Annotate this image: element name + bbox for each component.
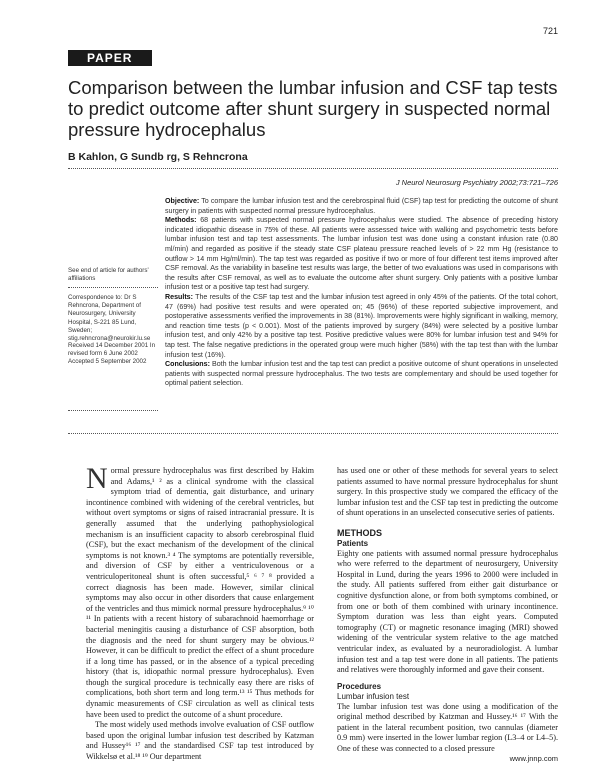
received-dates: Received 14 December 2001 In revised form 6 June 2002 Accepted 5 September 2002 (68, 342, 156, 366)
objective-label: Objective: (165, 197, 200, 205)
methods-heading: METHODS (337, 527, 382, 538)
results-label: Results: (165, 292, 193, 301)
authors: B Kahlon, G Sundb rg, S Rehncrona (68, 151, 248, 163)
page-number: 721 (542, 26, 558, 36)
conclusions-label: Conclusions: (165, 360, 210, 369)
correspondence-note: Correspondence to: Dr S Rehncrona, Department of Neurosurgery, University Hospital, S-221 85 Lund, Sweden; stig.rehncrona@neurokir.lu.se (68, 294, 151, 343)
objective-text: To compare the lumbar infusion test and the cerebrospinal fluid (CSF) tap test for predicting the outcome of shunt surgery in patients with suspected normal pressure hydrocephalus. (165, 197, 558, 215)
abstract-objective (165, 197, 558, 216)
article-title: Comparison between the lumbar infusion and CSF tap tests to predict outcome after shunt surgery in suspected normal pressure hydrocephalus (68, 77, 558, 140)
aims-paragraph: has used one or other of these methods for several years to select patients assumed to have normal pressure hydrocephalus for shunt surgery. In this prospective study we compared the efficacy of the lumbar infusion test and the CSF tap test in predicting the outcome of shunt operations in an unselected consecutive series of patients. (337, 466, 558, 518)
body-column-right (337, 466, 558, 755)
lumbar-infusion-paragraph: The lumbar infusion test was done using a modification of the original method described by Katzman and Hussey.¹⁶ ¹⁷ With the patient in the lateral recumbent position, two cannulas (diameter 0.9 mm) were inserted in the lower lumbar region (L3–4 or L4–5). One of these was connected to a closed pressure (337, 701, 558, 754)
affiliations-note: See end of article for authors' affiliations (68, 267, 149, 283)
patients-heading: Patients (337, 538, 369, 548)
abstract-conclusions (165, 360, 558, 389)
abstract (165, 197, 558, 389)
results-text: The results of the CSF tap test and the lumbar infusion test agreed in only 45% of the patients. Of the total cohort, 47 (69%) had positive test results and were operated on; 45 (96%) of these reported subjective improvement, and postoperative assessments verified the improvements in 38 (81%). Improvements were highly significant in walking, memory, and reaction time tests (p < 0.001). Most of the patients improved by surgery (84%) were selected by a positive lumbar infusion test, and only 42% by a positive tap test. Positive predictive values were 80% for lumbar infusion test and 94% for tap test. The false negative predictions in the operated group were much higher (58%) with the tap test than with the lumbar infusion test (16%). (165, 292, 558, 359)
journal-url[interactable]: www.jnnp.com (509, 754, 558, 763)
intro-paragraph (86, 462, 314, 720)
methods-intro-paragraph: The most widely used methods involve evaluation of CSF outflow based upon the original lumbar infusion test described by Katzman and Hussey¹⁶ ¹⁷ and the standardised CSF tap test introduced by Wikkelsø et al.¹⁸ ¹⁹ Our department (86, 720, 314, 762)
methods-text: 68 patients with suspected normal pressure hydrocephalus were studied. The absence of preceding history indicated idiopathic disease in 75% of these. All patients were assessed twice with walking and psychometric tests before lumbar infusion test and tap test assessments. The lumbar infusion test was done using a constant infusion rate (0.80 ml/min) and regarded as positive if the steady state CSF plateau pressure reached levels of > 22 mm Hg (resistance to outflow > 14 mm Hg/ml/min). The tap test was regarded as positive if two or more of four different test items improved after CSF removal. As the variability in baseline test results was large, the better of two evaluations was used in comparisons with the results after CSF removal, as well as to evaluate the outcome after shunt surgery. Only patients with a positive lumbar infusion test or a positive tap test had surgery. (165, 216, 558, 292)
sidebar-divider (68, 410, 158, 411)
patients-paragraph: Eighty one patients with assumed normal pressure hydrocephalus who were referred to the department of neurosurgery, University Hospital in Lund, during the years 1996 to 2000 were included in the study. All patients suffered from either gait disturbance or cognitive dysfunction alone, or from both symptoms combined, or from one or both of them combined with urinary incontinence. Symptom duration was less than eight years. Computed tomography (CT) or magnetic resonance imaging (MRI) showed widening of the ventricular system relative to the age matched ventricular index, as evaluated by a neuroradiologist. A lumbar infusion test and a tap test were done in all patients. The patients and relatives were thoroughly informed and gave their consent. (337, 548, 558, 675)
lumbar-infusion-heading: Lumbar infusion test (337, 691, 410, 701)
procedures-heading: Procedures (337, 681, 382, 691)
title-divider (68, 168, 558, 169)
citation: J Neurol Neurosurg Psychiatry 2002;73:721–726 (395, 178, 558, 187)
section-label: PAPER (68, 50, 152, 66)
drop-cap: N (86, 462, 108, 495)
intro-text: ormal pressure hydrocephalus was first described by Hakim and Adams,¹ ² as a clinical syndrome with the classical symptom triad of dementia, gait disturbance, and urinary incontinence combined with widening of the cerebral ventricles, but without overt symptoms or signs of raised intracranial pressure. It is generally assumed that the underlying pathophysiological mechanism is an insufficient capacity to absorb cerebrospinal fluid (CSF), but the exact mechanism of the development of the clinical symptoms is not known.³ ⁴ The symptoms are potentially reversible, and diversion of CSF by either a ventriculovenous or a ventriculoperitoneal shunt is often successful,⁵ ⁶ ⁷ ⁸ provided a correct diagnosis has been made. However, similar clinical symptoms may also occur in other disorders that cause enlargement of the ventricles and thus mimick normal pressure hydrocephalus.⁹ ¹⁰ ¹¹ In patients with a recent history of subarachnoid haemorrhage or bacterial meningitis causing a disturbance of CSF absorption, both the diagnosis and the need for shunt surgery may be obvious.¹² However, it can be difficult to predict the effect of a shunt procedure if a long time has passed, or in the absence of a typical preceding history (that is, idiopathic normal pressure hydrocephalus). Even though the surgical procedure is technically easy there are risks of complications, both short term and long term.¹³ ¹⁵ Thus methods for dynamic measurements of CSF circulation as well as clinical tests have been used to predict the outcome of a shunt procedure. (86, 466, 314, 719)
conclusions-text: Both the lumbar infusion test and the tap test can predict a positive outcome of shunt operations in unselected patients with suspected normal pressure hydrocephalus. The two tests are complementary and should be used together for optimal patient selection. (165, 360, 558, 388)
sidebar-divider (68, 287, 158, 288)
abstract-divider (68, 433, 558, 434)
abstract-results (165, 293, 558, 360)
methods-label: Methods: (165, 216, 197, 225)
body-column-left (86, 462, 314, 763)
abstract-methods (165, 216, 558, 293)
